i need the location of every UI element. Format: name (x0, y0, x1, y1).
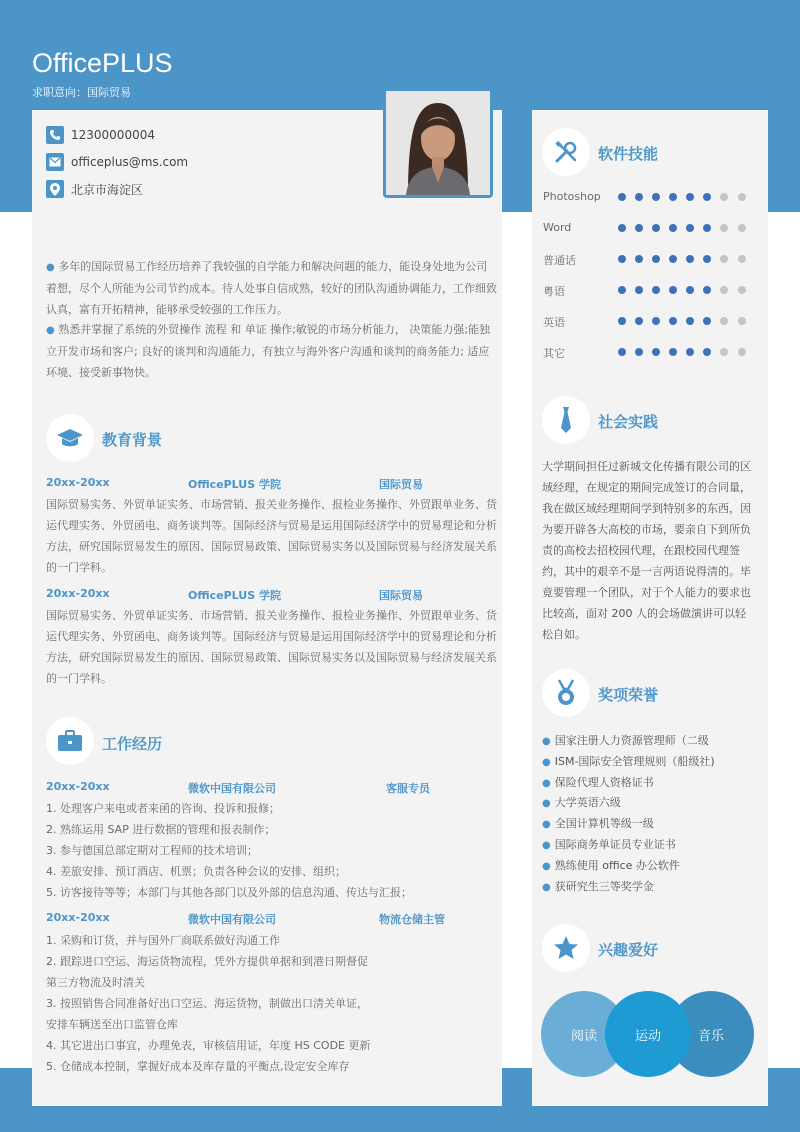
award-item (542, 794, 621, 810)
skill-row (543, 190, 753, 204)
skill-rating-dot (686, 348, 694, 356)
hobbies-section-icon-circle (542, 924, 590, 972)
skill-rating-dot (720, 224, 728, 232)
skill-rating-dot (652, 317, 660, 325)
job-1-company: 微软中国有限公司 (188, 782, 276, 795)
skill-rating-dot (738, 348, 746, 356)
award-item (542, 774, 654, 790)
summary-paragraph-2 (46, 319, 498, 383)
skill-rating-dot (635, 286, 643, 294)
skill-rating-dot (669, 255, 677, 263)
skill-rating-dot (686, 317, 694, 325)
job-1-line: 5. 访客接待等等；本部门与其他各部门以及外部的信息沟通、传达与汇报； (46, 886, 412, 899)
skill-rating-dot (703, 348, 711, 356)
skill-rating-dot (635, 224, 643, 232)
edu-2-school: OfficePLUS 学院 (188, 589, 281, 602)
edu-2-major: 国际贸易 (379, 589, 423, 602)
award-text: 熟练使用 office 办公软件 (554, 858, 680, 872)
skill-rating-dot (618, 224, 626, 232)
bullet-dot: ● (46, 325, 55, 336)
skill-rating-dot (635, 317, 643, 325)
tools-icon (554, 140, 578, 164)
award-text: 保险代理人资格证书 (554, 775, 654, 789)
skill-rating-dot (652, 224, 660, 232)
skill-rating-dot (703, 193, 711, 201)
job-2-line: 1. 采购和订货，并与国外厂商联系做好沟通工作 (46, 934, 280, 947)
skill-rating-dot (686, 193, 694, 201)
skills-section-icon-circle (542, 128, 590, 176)
skill-label: Word (543, 221, 572, 234)
skill-rating-dot (686, 255, 694, 263)
work-section-icon-circle (46, 717, 94, 765)
award-text: 国家注册人力资源管理师（二级 (554, 734, 709, 747)
skill-rating-dot (703, 224, 711, 232)
bullet-dot: ● (46, 262, 55, 273)
job-2-line: 3. 按照销售合同准备好出口空运、海运货物，制做出口清关单证， (46, 997, 368, 1010)
job-1-role: 客服专员 (386, 782, 430, 795)
skill-rating-dot (703, 255, 711, 263)
award-item (542, 815, 654, 831)
skill-rating-dot (635, 348, 643, 356)
phone-text: 12300000004 (71, 128, 155, 142)
skill-rating-dot (703, 286, 711, 294)
hobby-label: 运动 (634, 1028, 661, 1044)
skill-rating-dot (686, 286, 694, 294)
practice-text: 大学期间担任过新城文化传播有限公司的区域经理，在规定的期间完成签订的合同量，我在做区域经理期间学到特别多的东西，因为要开辟各大高校的市场，要亲自下到所负责的高校去招校园代理，在跟校园代理签约，其中的艰辛不是一言两语说得清的。毕竟要管理一个团队，对于个人能力的要求也比较高，面对 200 人的会场做演讲可以轻松自如。 (542, 460, 751, 641)
skill-label: 粤语 (543, 285, 565, 298)
job-1-line: 4. 差旅安排、预订酒店、机票；负责各种会议的安排、组织； (46, 865, 346, 878)
briefcase-icon (57, 730, 83, 752)
edu-1-major: 国际贸易 (379, 478, 423, 491)
job-intent: 求职意向：国际贸易 (32, 86, 131, 99)
contact-email (46, 152, 188, 172)
profile-photo (383, 88, 493, 198)
skill-rating-dot (703, 317, 711, 325)
job-2-role: 物流仓储主管 (379, 913, 445, 926)
award-text: 获研究生三等奖学金 (554, 879, 654, 893)
bullet-dot: ● (542, 819, 551, 831)
bullet-dot: ● (542, 881, 551, 893)
skill-rating-dot (618, 286, 626, 294)
award-item (542, 857, 680, 873)
skill-rating-dot (738, 286, 746, 294)
skill-rating-dot (652, 348, 660, 356)
skill-row (543, 345, 753, 359)
skill-rating-dot (618, 348, 626, 356)
candidate-name: OfficePLUS (32, 48, 173, 78)
bullet-dot: ● (542, 860, 551, 872)
work-title: 工作经历 (102, 735, 163, 753)
contact-address (46, 179, 143, 199)
skill-rating-dot (738, 224, 746, 232)
skill-label: 英语 (543, 316, 565, 329)
award-item (542, 878, 654, 894)
job-1-date: 20xx-20xx (46, 780, 110, 793)
job-2-date: 20xx-20xx (46, 911, 110, 924)
hobbies-title: 兴趣爱好 (598, 941, 659, 959)
award-item (542, 836, 676, 852)
hobby-circle-sports (605, 991, 691, 1077)
bullet-dot: ● (542, 777, 551, 789)
edu-1-date: 20xx-20xx (46, 476, 110, 489)
skill-rating-dot (720, 317, 728, 325)
job-2-line: 安排车辆送至出口监管仓库 (46, 1018, 178, 1031)
skill-rating-dot (686, 224, 694, 232)
bullet-dot: ● (542, 756, 551, 768)
award-item (542, 753, 715, 769)
awards-title: 奖项荣誉 (598, 686, 659, 704)
job-2-line: 第三方物流及时清关 (46, 976, 145, 989)
edu-1-school: OfficePLUS 学院 (188, 478, 281, 491)
skill-rating-dot (720, 255, 728, 263)
skill-label: 其它 (543, 347, 565, 360)
location-pin-icon (46, 180, 64, 198)
skill-label: 普通话 (543, 254, 576, 267)
skill-row (543, 221, 753, 235)
education-section-icon-circle (46, 414, 94, 462)
medal-icon (555, 679, 577, 707)
award-text: 大学英语六级 (554, 796, 621, 810)
summary-text-1: 多年的国际贸易工作经历培养了我较强的自学能力和解决问题的能力，能设身处地为公司着想，尽个人所能为公司节约成本。待人处事自信成熟，较好的团队沟通协调能力，工作细致认真，富有开拓精神，能够承受较强的工作压力。 (46, 260, 497, 316)
job-2-line: 5. 仓储成本控制，掌握好成本及库存量的平衡点,设定安全库存 (46, 1060, 350, 1073)
bullet-dot: ● (542, 798, 551, 810)
job-2-company: 微软中国有限公司 (188, 913, 276, 926)
skill-rating-dot (669, 224, 677, 232)
job-1-line: 1. 处理客户来电或者来函的咨询、投诉和报修； (46, 802, 280, 815)
skill-rating-dot (738, 193, 746, 201)
skill-rating-dot (635, 255, 643, 263)
award-text: 国际商务单证员专业证书 (554, 838, 676, 851)
skill-row (543, 314, 753, 328)
skill-rating-dot (652, 193, 660, 201)
summary-paragraph-1 (46, 256, 498, 320)
skill-rating-dot (669, 317, 677, 325)
email-text: officeplus@ms.com (71, 155, 189, 169)
skill-rating-dot (720, 193, 728, 201)
bullet-dot: ● (542, 736, 551, 747)
skill-rating-dot (669, 193, 677, 201)
graduation-cap-icon (56, 427, 84, 449)
skill-rating-dot (738, 317, 746, 325)
practice-title: 社会实践 (598, 413, 659, 431)
skill-rating-dot (618, 317, 626, 325)
summary-text-2: 熟悉并掌握了系统的外贸操作 流程 和 单证 操作;敏锐的市场分析能力， 决策能力强;能独立开发市场和客户; 良好的谈判和沟通能力，有独立与海外客户沟通和谈判的商务能力; 适应环境、接受新事物快。 (46, 323, 491, 379)
award-text: 全国计算机等级一级 (554, 817, 654, 831)
awards-section-icon-circle (542, 669, 590, 717)
skill-rating-dot (720, 286, 728, 294)
skill-rating-dot (635, 193, 643, 201)
skill-rating-dot (652, 286, 660, 294)
edu-2-date: 20xx-20xx (46, 587, 110, 600)
skill-row (543, 283, 753, 297)
bullet-dot: ● (542, 840, 551, 851)
necktie-icon (558, 406, 574, 434)
skill-rating-dot (652, 255, 660, 263)
hobby-label: 音乐 (697, 1028, 724, 1044)
skill-label: Photoshop (543, 190, 601, 203)
star-icon (553, 935, 579, 961)
skill-rating-dot (720, 348, 728, 356)
job-2-line: 4. 其它进出口事宜，办理免表，审核信用证，年度 HS CODE 更新 (46, 1039, 371, 1052)
skill-rating-dot (738, 255, 746, 263)
edu-2-description: 国际贸易实务、外贸单证实务、市场营销、报关业务操作、报检业务操作、外贸跟单业务、货运代理实务、外贸函电、商务谈判等。国际经济与贸易是运用国际经济学中的贸易理论和分析方法，研究国际贸易发生的原因、国际贸易政策、国际贸易实务以及国际贸易与经济发展关系的一门学科。 (46, 609, 497, 685)
job-1-line: 2. 熟练运用 SAP 进行数据的管理和报表制作； (46, 823, 276, 836)
education-title: 教育背景 (102, 431, 163, 449)
job-1-line: 3. 参与德国总部定期对工程师的技术培训； (46, 844, 258, 857)
skill-rating-dot (618, 255, 626, 263)
phone-icon (46, 126, 64, 144)
skill-row (543, 252, 753, 266)
practice-section-icon-circle (542, 396, 590, 444)
skills-title: 软件技能 (598, 145, 659, 163)
job-2-line: 2. 跟踪进口空运、海运货物流程，凭外方提供单据和到港日期督促 (46, 955, 368, 968)
edu-1-description: 国际贸易实务、外贸单证实务、市场营销、报关业务操作、报检业务操作、外贸跟单业务、货运代理实务、外贸函电、商务谈判等。国际经济与贸易是运用国际经济学中的贸易理论和分析方法，研究国际贸易发生的原因、国际贸易政策、国际贸易实务以及国际贸易与经济发展关系的一门学科。 (46, 498, 497, 574)
skill-rating-dot (669, 348, 677, 356)
award-text: ISM-国际安全管理规则（船级社) (554, 754, 715, 768)
address-text: 北京市海淀区 (71, 182, 144, 197)
envelope-icon (46, 153, 64, 171)
skill-rating-dot (618, 193, 626, 201)
skill-rating-dot (669, 286, 677, 294)
hobby-label: 阅读 (570, 1028, 597, 1044)
contact-phone (46, 125, 155, 145)
award-item (542, 732, 709, 748)
